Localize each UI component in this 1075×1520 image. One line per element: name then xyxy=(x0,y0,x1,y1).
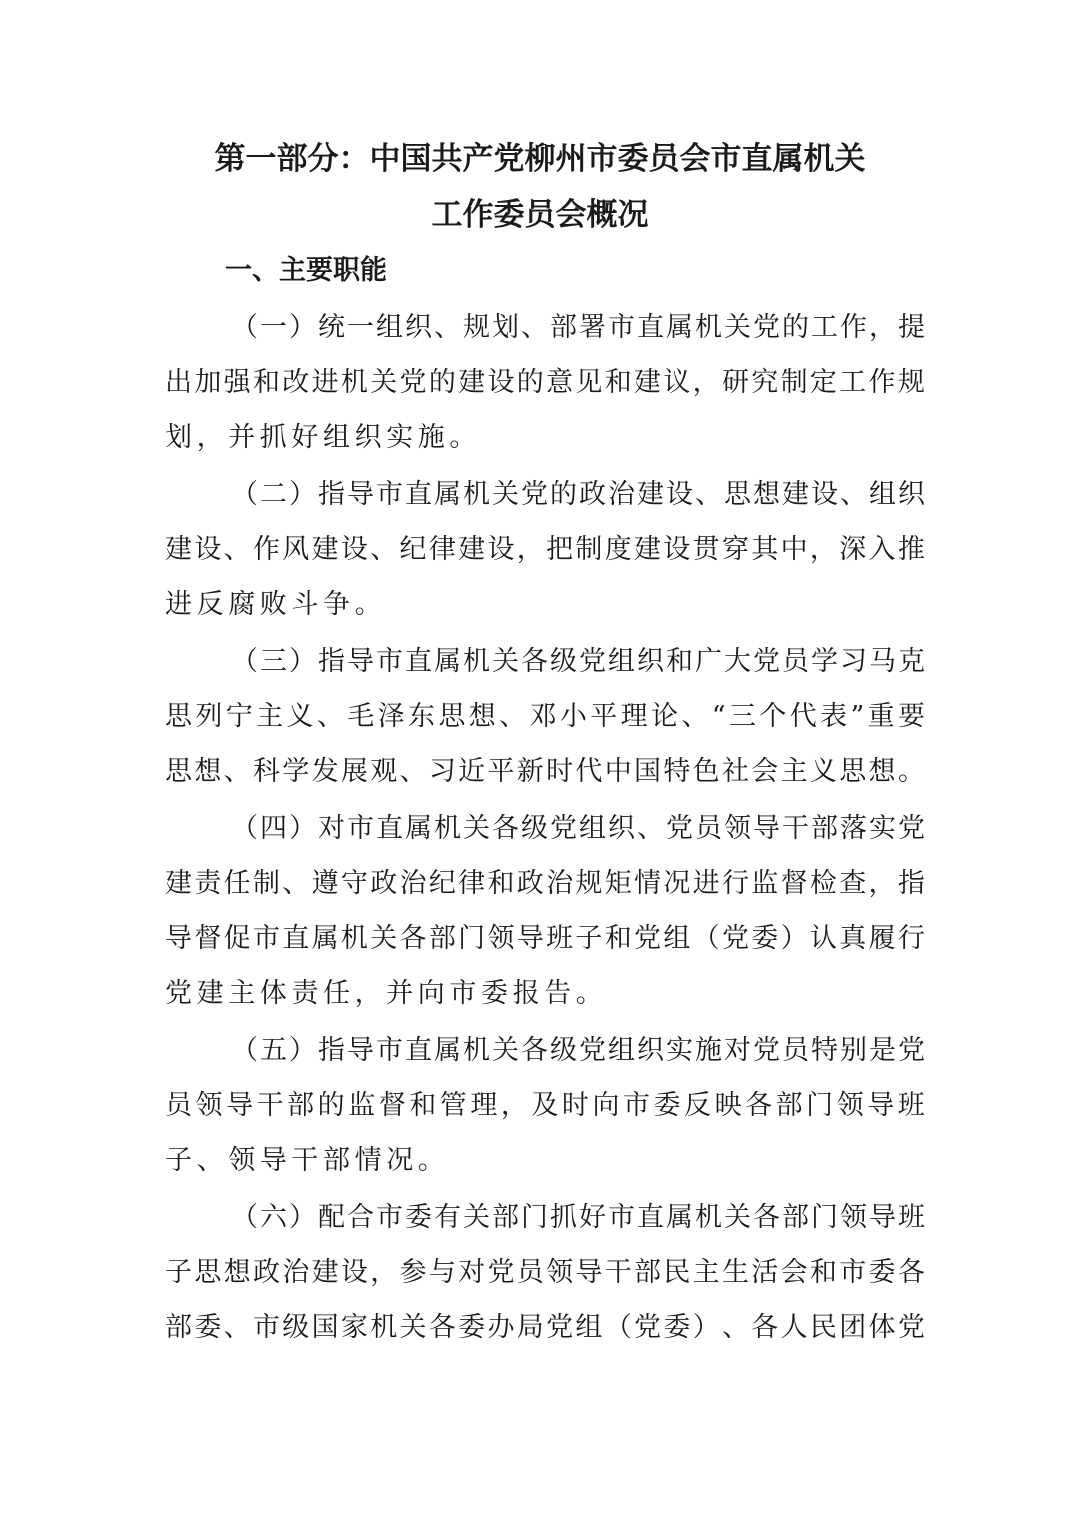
paragraph-line: （ 六 ） 配 合 市 委 有 关 部 门 抓 好 市 直 属 机 关 各 部 门 领 导 班 xyxy=(231,1202,925,1233)
paragraph xyxy=(165,467,925,632)
paragraph xyxy=(165,801,925,1021)
paragraph xyxy=(165,634,925,799)
paragraph-line: （ 五 ） 指 导 市 直 属 机 关 各 级 党 组 织 实 施 对 党 员 特 别 是 党 xyxy=(231,1035,925,1066)
paragraph-line: 进反腐败斗争。 xyxy=(165,589,387,620)
paragraph-line: 党建主体责任，并向市委报告。 xyxy=(165,978,608,1009)
paragraph-line: （ 二 ） 指 导 市 直 属 机 关 党 的 政 治 建 设 、 思 想 建 设 、 组 织 xyxy=(231,479,925,510)
paragraph xyxy=(165,1190,925,1355)
document-title-line-2: 工作委员会概况 xyxy=(431,197,649,233)
paragraph-line: 思 列 宁 主 义 、 毛 泽 东 思 想 、 邓 小 平 理 论 、 “ 三 个 代 表 ” 重 要 xyxy=(165,701,925,732)
paragraph xyxy=(165,300,925,465)
paragraph-line: 子、领导干部情况。 xyxy=(165,1145,450,1176)
document-body xyxy=(165,300,925,1357)
paragraph-line: 导 督 促 市 直 属 机 关 各 部 门 领 导 班 子 和 党 组 （ 党 委 ） 认 真 履 行 xyxy=(165,923,925,954)
paragraph xyxy=(165,1023,925,1188)
paragraph-line: 建 设 、 作 风 建 设 、 纪 律 建 设 ， 把 制 度 建 设 贯 穿 其 中 ， 深 入 推 xyxy=(165,534,925,565)
paragraph-line: （ 一 ） 统 一 组 织 、 规 划 、 部 署 市 直 属 机 关 党 的 工 作 ， 提 xyxy=(231,312,925,343)
paragraph-line: 部 委 、 市 级 国 家 机 关 各 委 办 局 党 组 （ 党 委 ） 、 各 人 民 团 体 党 xyxy=(165,1312,925,1343)
paragraph-line: （ 三 ） 指 导 市 直 属 机 关 各 级 党 组 织 和 广 大 党 员 学 习 马 克 xyxy=(231,646,925,677)
paragraph-line: （ 四 ） 对 市 直 属 机 关 各 级 党 组 织 、 党 员 领 导 干 部 落 实 党 xyxy=(231,813,925,844)
paragraph-line: 建 责 任 制 、 遵 守 政 治 纪 律 和 政 治 规 矩 情 况 进 行 监 督 检 查 ， 指 xyxy=(165,868,925,899)
paragraph-line: 员 领 导 干 部 的 监 督 和 管 理 ， 及 时 向 市 委 反 映 各 部 门 领 导 班 xyxy=(165,1090,925,1121)
paragraph-line: 子 思 想 政 治 建 设 ， 参 与 对 党 员 领 导 干 部 民 主 生 活 会 和 市 委 各 xyxy=(165,1257,925,1288)
document-title-line-1: 第一部分：中国共产党柳州市委员会市直属机关 xyxy=(214,141,866,177)
paragraph-line: 划，并抓好组织实施。 xyxy=(165,422,481,453)
paragraph-line: 出 加 强 和 改 进 机 关 党 的 建 设 的 意 见 和 建 议 ， 研 究 制 定 工 作 规 xyxy=(165,367,925,398)
section-heading: 一、主要职能 xyxy=(225,255,387,286)
paragraph-line: 思 想 、 科 学 发 展 观 、 习 近 平 新 时 代 中 国 特 色 社 会 主 义 思 想 。 xyxy=(165,756,925,787)
